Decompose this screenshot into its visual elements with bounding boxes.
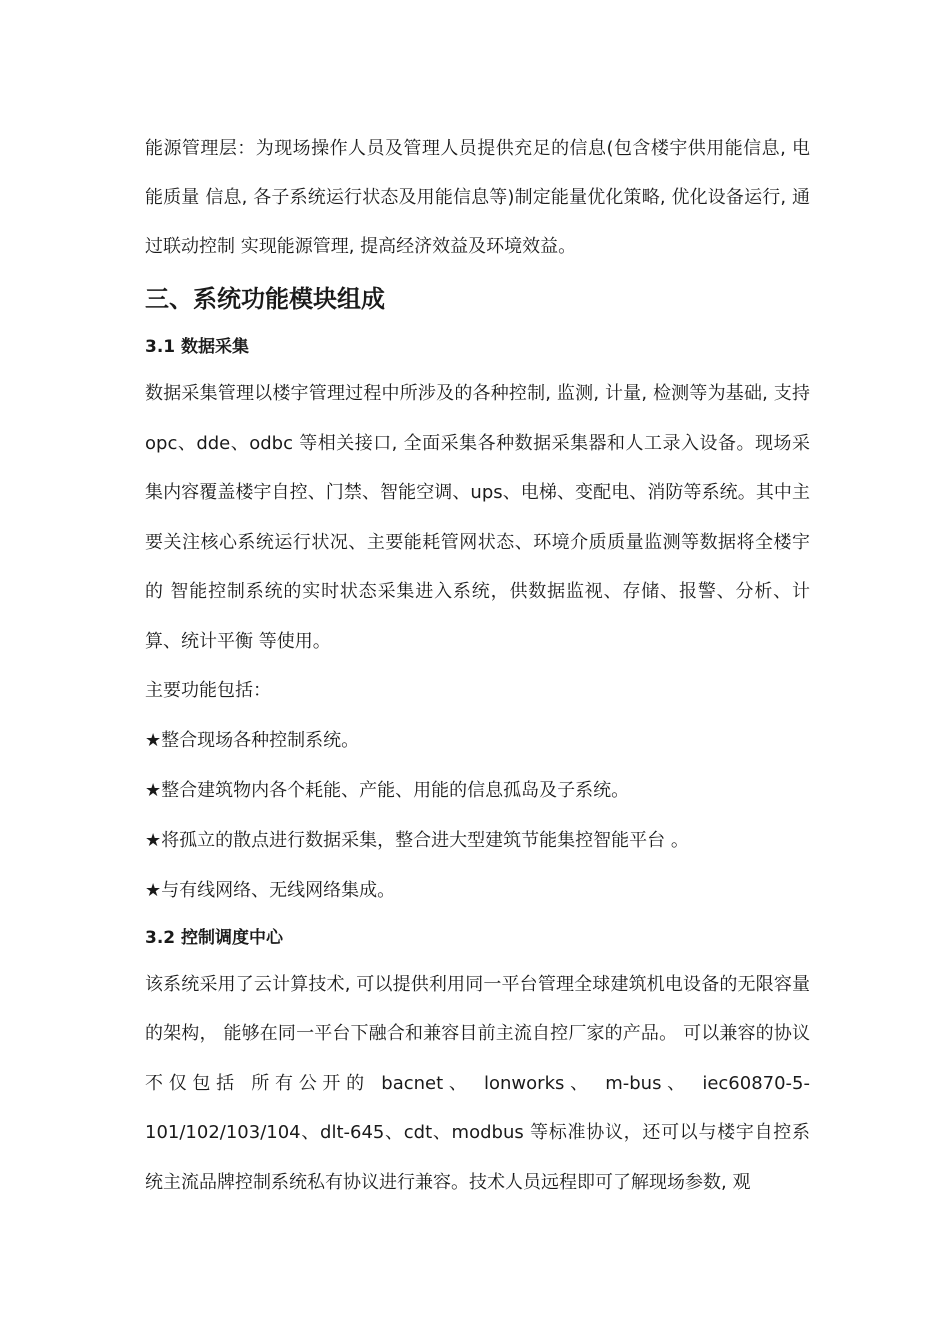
subsection-heading-data-collection: 3.1 数据采集 bbox=[145, 337, 250, 357]
bullet-item: ★将孤立的散点进行数据采集，整合进大型建筑节能集控智能平台 。 bbox=[145, 829, 689, 851]
intro-paragraph: 能源管理层：为现场操作人员及管理人员提供充足的信息(包含楼宇供用能信息, 电能质量 信息, 各子系统运行状态及用能信息等)制定能量优化策略, 优化设备运行, 通过联动控制 实现能源管理, 提高经济效益及环境效益。 bbox=[145, 138, 810, 257]
bullet-item: ★整合建筑物内各个耗能、产能、用能的信息孤岛及子系统。 bbox=[145, 779, 630, 801]
section-heading: 三、系统功能模块组成 bbox=[145, 285, 385, 313]
subsection-heading-control-center: 3.2 控制调度中心 bbox=[145, 927, 284, 948]
document-page bbox=[145, 124, 810, 1207]
bullet-item: ★整合现场各种控制系统。 bbox=[145, 729, 360, 751]
functions-label: 主要功能包括： bbox=[145, 680, 271, 701]
control-center-paragraph: 该系统采用了云计算技术, 可以提供利用同一平台管理全球建筑机电设备的无限容量 的架构， 能够在同一平台下融合和兼容目前主流自控厂家的产品。 可以兼容的协议不仅包括 所有公开的 bacnet、 lonworks、 m-bus、 iec60870-5-101/102/103/104、dlt-645、cdt、modbus 等标准协议，还可以与楼宇自控系统主流品牌控制系统私有协议进行兼容。技术人员远程即可了解现场参数, 观 bbox=[145, 973, 810, 1193]
bullet-item: ★与有线网络、无线网络集成。 bbox=[145, 879, 396, 901]
data-collection-paragraph: 数据采集管理以楼宇管理过程中所涉及的各种控制, 监测, 计量, 检测等为基础, 支持 opc、dde、odbc 等相关接口, 全面采集各种数据采集器和人工录入设备。现场采集内容覆盖楼宇自控、门禁、智能空调、ups、电梯、变配电、消防等系统。其中主要关注核心系统运行状况、主要能耗管网状态、环境介质质量监测等数据将全楼宇的 智能控制系统的实时状态采集进入系统，供数据监视、存储、报警、分析、计算、统计平衡 等使用。 bbox=[145, 383, 810, 652]
